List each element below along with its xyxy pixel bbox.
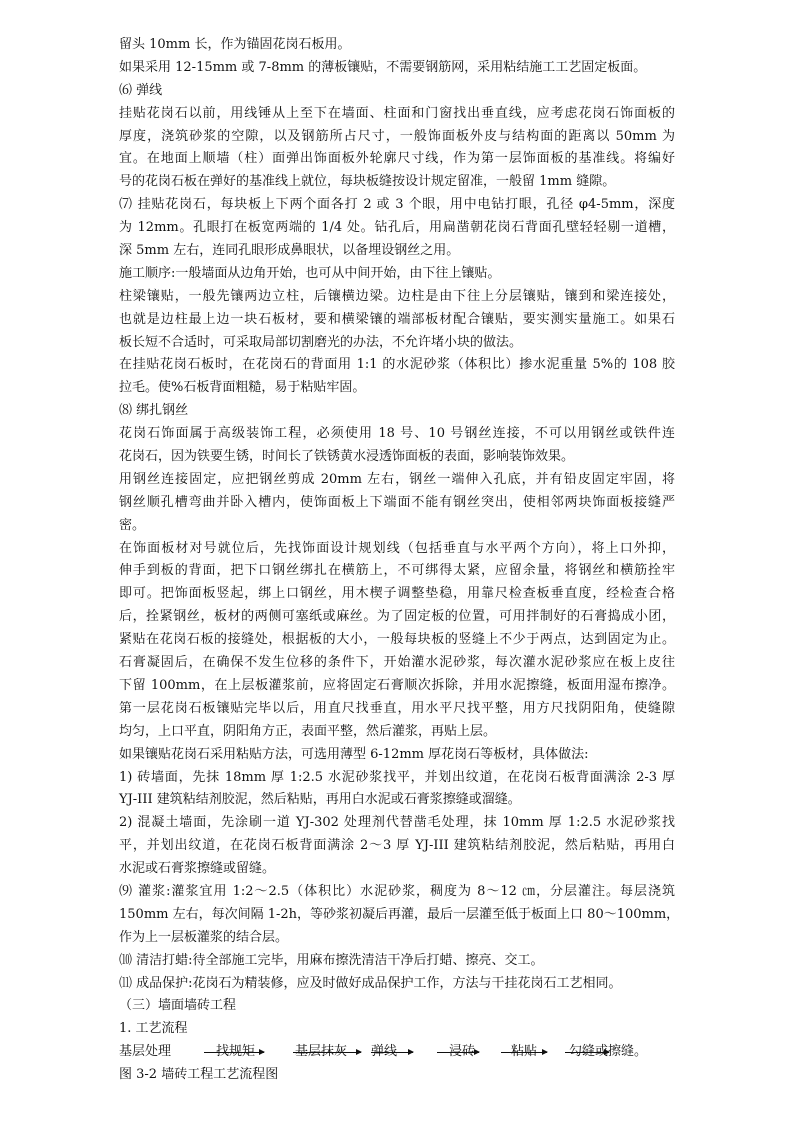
text-line: YJ-III 建筑粘结剂胶泥，然后粘贴，再用白水泥或石膏浆擦缝或溜缝。 bbox=[119, 792, 521, 808]
text-line: 第一层花岗石板镶贴完毕以后，用直尺找垂直，用水平尺找平整，用方尺找阴阳角，使缝隙 bbox=[119, 700, 675, 716]
text-line: 在挂贴花岗石板时，在花岗石的背面用 1:1 的水泥砂浆（体积比）掺水泥重量 5%的 108 胶 bbox=[119, 357, 675, 373]
text-line: 密。 bbox=[119, 517, 146, 533]
text-line: 在饰面板材对号就位后，先找饰面设计规划线（包括垂直与水平两个方向），将上口外抑， bbox=[119, 540, 675, 556]
text-line: 钢丝顺孔槽弯曲并卧入槽内，使饰面板上下端面不能有钢丝突出，使相邻两块饰面板接缝严 bbox=[119, 494, 675, 510]
text-line: 即可。把饰面板竖起，绑上口钢丝，用木楔子调整垫稳，用靠尺检查板垂直度，经检查合格 bbox=[119, 586, 675, 602]
document-body bbox=[119, 34, 680, 1087]
flow-step-3: 基层抹灰 bbox=[295, 1044, 348, 1060]
text-line: 下留 100mm，在上层板灌浆前，应将固定石膏顺次拆除，并用水泥擦缝，板面用湿布擦净。 bbox=[119, 677, 675, 693]
text-line: 号的花岗石板在弹好的基准线上就位，每块板缝按设计规定留准，一般留 1mm 缝隙。 bbox=[119, 174, 616, 190]
text-line: 平，并划出纹道，在花岗石板背面满涂 2～3 厚 YJ-III 建筑粘结剂胶泥，然后粘贴，再用白 bbox=[119, 838, 675, 854]
text-line: ⑹ 弹线 bbox=[119, 82, 163, 98]
text-line: 均匀，上口平直，阴阳角方正，表面平整，然后灌浆，再贴上层。 bbox=[119, 723, 497, 739]
text-line: 150mm 左右，每次间隔 1-2h，等砂浆初凝后再灌，最后一层灌至低于板面上口 80～100mm， bbox=[119, 906, 680, 922]
text-line: 伸手到板的背面，把下口钢丝绑扎在横筋上，不可绑得太紧，应留余量，将钢丝和横筋拴牢 bbox=[119, 563, 675, 579]
text-line: ⑼ 灌浆:灌浆宜用 1:2～2.5（体积比）水泥砂浆，稠度为 8～12 ㎝，分层灌注。每层浇筑 bbox=[119, 883, 675, 899]
flow-step-1: 基层处理 bbox=[119, 1044, 172, 1060]
text-line: 1) 砖墙面，先抹 18mm 厚 1:2.5 水泥砂浆找平，并划出纹道，在花岗石板背面满涂 2-3 厚 bbox=[119, 769, 675, 785]
text-line: 柱梁镶贴，一般先镶两边立柱，后镶横边梁。边柱是由下往上分层镶贴，镶到和梁连接处， bbox=[119, 288, 675, 304]
figure-caption: 图 3-2 墙砖工程工艺流程图 bbox=[119, 1067, 279, 1083]
text-line: 花岗石饰面属于高级装饰工程，必须使用 18 号、10 号钢丝连接，不可以用钢丝或铁件连 bbox=[119, 426, 675, 442]
text-line: 用钢丝连接固定，应把钢丝剪成 20mm 左右，钢丝一端伸入孔底，并有铅皮固定牢固，将 bbox=[119, 471, 675, 487]
text-line: ⑺ 挂贴花岗石，每块板上下两个面各打 2 或 3 个眼，用中电钻打眼，孔径 φ4-5mm，深度 bbox=[119, 197, 675, 213]
text-line: 施工顺序:一般墙面从边角开始，也可从中间开始，由下往上镶贴。 bbox=[119, 265, 501, 281]
text-line: 留头 10mm 长，作为锚固花岗石板用。 bbox=[119, 37, 351, 52]
text-line: ⑾ 成品保护:花岗石为精装修，应及时做好成品保护工作，方法与干挂花岗石工艺相同。 bbox=[119, 975, 622, 991]
text-line: 花岗石，因为铁要生锈，时间长了铁锈黄水浸透饰面板的表面，影响装饰效果。 bbox=[119, 449, 575, 465]
text-line: 后，拴紧钢丝，板材的两侧可塞纸或麻丝。为了固定板的位置，可用拌制好的石膏捣成小团， bbox=[119, 609, 675, 625]
flow-step-2: 找规矩 bbox=[216, 1044, 256, 1060]
flow-step-7: 勾缝或擦缝。 bbox=[569, 1044, 648, 1060]
text-line: （三）墙面墙砖工程 bbox=[119, 998, 237, 1014]
text-line: 如果镶贴花岗石采用粘贴方法，可选用薄型 6-12mm 厚花岗石等板材，具体做法: bbox=[119, 746, 589, 762]
text-line: 挂贴花岗石以前，用线锤从上至下在墙面、柱面和门窗找出垂直线，应考虑花岗石饰面板的 bbox=[119, 105, 675, 121]
text-line: 也就是边柱最上边一块石板材，要和横梁镶的端部板材配合镶贴，要实测实量施工。如果石 bbox=[119, 311, 675, 327]
text-line: 如果采用 12-15mm 或 7-8mm 的薄板镶贴，不需要钢筋网，采用粘结施工工艺固定板面。 bbox=[119, 59, 647, 75]
text-line: 板长短不合适时，可采取局部切割磨光的办法，不允许堵小块的做法。 bbox=[119, 334, 523, 350]
text-line: 水泥或石膏浆擦缝或留缝。 bbox=[119, 861, 276, 877]
text-line: 宜。在地面上顺墙（柱）面弹出饰面板外轮廓尺寸线，作为第一层饰面板的基准线。将编好 bbox=[119, 151, 675, 167]
text-line: 厚度，浇筑砂浆的空隙，以及钢筋所占尺寸，一般饰面板外皮与结构面的距离以 50mm 为 bbox=[119, 128, 675, 144]
flow-step-6: 粘贴 bbox=[511, 1044, 538, 1060]
text-line: ⑽ 清洁打蜡:待全部施工完毕，用麻布擦洗清洁干净后打蜡、擦亮、交工。 bbox=[119, 952, 544, 968]
flow-step-5: 浸砖 bbox=[449, 1044, 476, 1060]
text-line: 拉毛。使%石板背面粗糙，易于粘贴牢固。 bbox=[119, 380, 366, 396]
text-line: 深 5mm 左右，连同孔眼形成鼻眼状，以备埋设钢丝之用。 bbox=[119, 243, 460, 259]
text-line: 1. 工艺流程 bbox=[119, 1021, 188, 1037]
text-line: 为 12mm。孔眼打在板宽两端的 1/4 处。钻孔后，用扁凿朝花岗石背面孔壁轻轻剔一道槽， bbox=[119, 220, 675, 236]
process-flow bbox=[119, 1041, 675, 1064]
text-line: 2) 混凝土墙面，先涂刷一道 YJ-302 处理剂代替凿毛处理，抹 10mm 厚 1:2.5 水泥砂浆找 bbox=[119, 815, 675, 831]
paragraph-lines bbox=[119, 34, 680, 1041]
text-line: ⑻ 绑扎钢丝 bbox=[119, 403, 189, 419]
text-line: 石膏凝固后，在确保不发生位移的条件下，开始灌水泥砂浆，每次灌水泥砂浆应在板上皮往 bbox=[119, 655, 675, 671]
text-line: 作为上一层板灌浆的结合层。 bbox=[119, 929, 289, 945]
flow-step-4: 弹线 bbox=[371, 1044, 398, 1060]
text-line: 紧贴在花岗石板的接缝处，根据板的大小，一般每块板的竖缝上不少于两点，达到固定为止。 bbox=[119, 632, 675, 648]
